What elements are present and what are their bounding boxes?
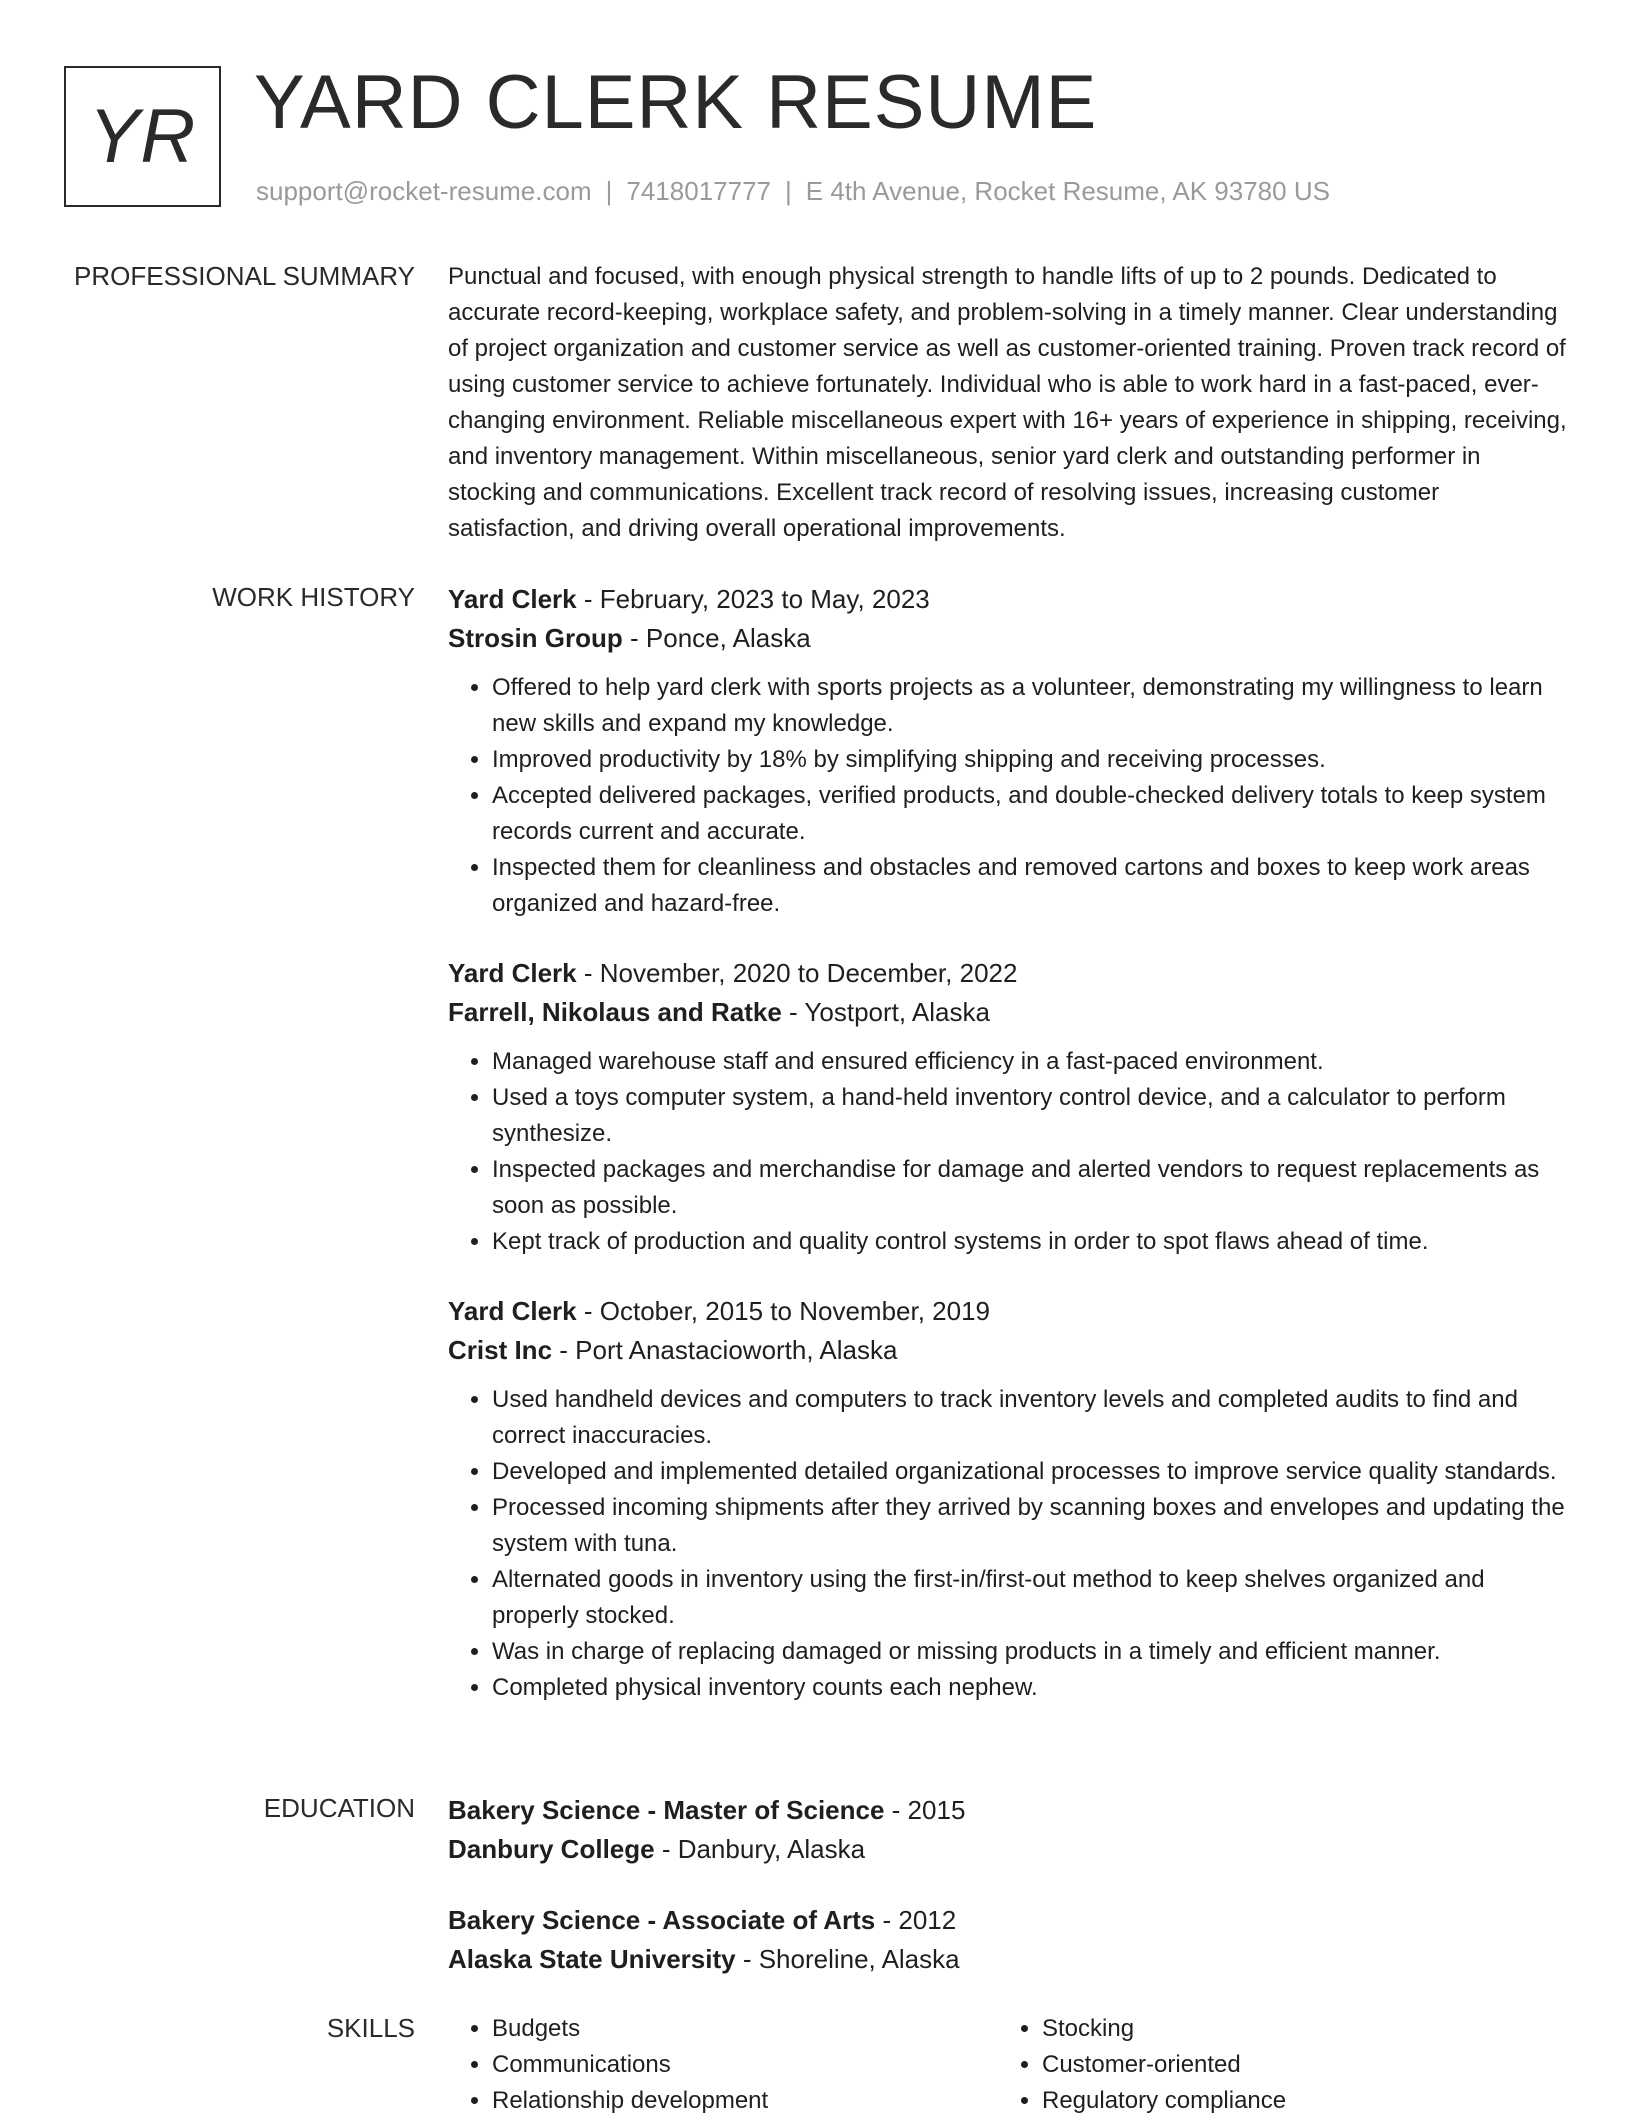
job-bullet: • Used handheld devices and computers to track inventory levels and completed audits to find and correct inaccuracies. <box>492 1382 1568 1454</box>
contact-line <box>256 174 1330 208</box>
job-bullet: • Offered to help yard clerk with sports projects as a volunteer, demonstrating my willingness to learn new skills and expand my knowledge. <box>492 670 1568 742</box>
education-year: - 2012 <box>875 1905 957 1935</box>
skills-list-left <box>448 2011 998 2119</box>
skills-columns <box>448 2011 1568 2119</box>
job-company: Crist Inc <box>448 1335 553 1365</box>
contact-separator: | <box>785 176 792 206</box>
education-school-line <box>448 1940 1568 1979</box>
job-bullets <box>448 1382 1568 1706</box>
summary-text: Punctual and focused, with enough physical strength to handle lifts of up to 2 pounds. Dedicated to accurate record-keeping, workplace safety, and problem-solving in a timely manner. Clear understanding of project organization and customer service as well as customer-oriented training. Proven track record of using customer service to achieve fortunately. Individual who is able to work hard in a fast-paced, ever-changing environment. Reliable miscellaneous expert with 16+ years of experience in shipping, receiving, and inventory management. Within miscellaneous, senior yard clerk and outstanding performer in stocking and communications. Excellent track record of resolving issues, increasing customer satisfaction, and driving overall operational improvements. <box>448 263 1567 542</box>
job-company: Farrell, Nikolaus and Ratke <box>448 997 782 1027</box>
job-bullet: • Alternated goods in inventory using the first-in/first-out method to keep shelves organized and properly stocked. <box>492 1562 1568 1634</box>
monogram-badge <box>64 66 221 207</box>
job-title: Yard Clerk <box>448 1296 577 1326</box>
skills-list-right <box>998 2011 1548 2119</box>
job-bullet: • Managed warehouse staff and ensured efficiency in a fast-paced environment. <box>492 1044 1568 1080</box>
education-degree: Bakery Science - Master of Science <box>448 1795 885 1825</box>
job-bullet: • Developed and implemented detailed organizational processes to improve service quality standards. <box>492 1454 1568 1490</box>
job-bullets <box>448 670 1568 922</box>
education-school-line <box>448 1830 1568 1869</box>
skill-item: • Relationship development <box>492 2083 998 2119</box>
job-title-line <box>448 954 1568 993</box>
job-bullet: • Used a toys computer system, a hand-held inventory control device, and a calculator to perform synthesize. <box>492 1080 1568 1152</box>
summary-heading: PROFESSIONAL SUMMARY <box>74 261 415 291</box>
job-bullet: • Was in charge of replacing damaged or missing products in a timely and efficient manner. <box>492 1634 1568 1670</box>
job-bullet: • Inspected packages and merchandise for damage and alerted vendors to request replacements as soon as possible. <box>492 1152 1568 1224</box>
education-school: Alaska State University <box>448 1944 736 1974</box>
job-bullet: • Kept track of production and quality control systems in order to spot flaws ahead of time. <box>492 1224 1568 1260</box>
job-bullet: • Improved productivity by 18% by simplifying shipping and receiving processes. <box>492 742 1568 778</box>
job-bullet: • Inspected them for cleanliness and obstacles and removed cartons and boxes to keep work areas organized and hazard-free. <box>492 850 1568 922</box>
education-heading: EDUCATION <box>263 1793 415 1823</box>
education-year: - 2015 <box>884 1795 966 1825</box>
education-location: - Shoreline, Alaska <box>735 1944 960 1974</box>
job-company: Strosin Group <box>448 623 623 653</box>
job-entry <box>448 580 1568 922</box>
job-title: Yard Clerk <box>448 958 577 988</box>
skill-item: • Customer-oriented <box>1042 2047 1548 2083</box>
job-title-line <box>448 1292 1568 1331</box>
job-dates: - February, 2023 to May, 2023 <box>576 584 930 614</box>
education-degree: Bakery Science - Associate of Arts <box>448 1905 876 1935</box>
job-dates: - November, 2020 to December, 2022 <box>576 958 1018 988</box>
job-location: - Yostport, Alaska <box>781 997 990 1027</box>
job-title: Yard Clerk <box>448 584 577 614</box>
skill-item: • Budgets <box>492 2011 998 2047</box>
work-history-heading: WORK HISTORY <box>212 582 415 612</box>
monogram-text: YR <box>88 94 197 179</box>
job-bullets <box>448 1044 1568 1260</box>
skill-item: • Communications <box>492 2047 998 2083</box>
education-entry <box>448 1901 1568 1979</box>
education-location: - Danbury, Alaska <box>654 1834 866 1864</box>
skills-heading: SKILLS <box>326 2013 415 2043</box>
job-company-line <box>448 993 1568 1032</box>
resume-title: YARD CLERK RESUME <box>254 60 1098 145</box>
contact-separator: | <box>605 176 613 206</box>
skill-item: • Stocking <box>1042 2011 1548 2047</box>
job-bullet: • Accepted delivered packages, verified products, and double-checked delivery totals to keep system records current and accurate. <box>492 778 1568 850</box>
job-entry <box>448 1292 1568 1706</box>
job-bullet: • Processed incoming shipments after they arrived by scanning boxes and envelopes and updating the system with tuna. <box>492 1490 1568 1562</box>
job-company-line <box>448 619 1568 658</box>
job-bullet: • Completed physical inventory counts each nephew. <box>492 1670 1568 1706</box>
education-degree-line <box>448 1901 1568 1940</box>
job-dates: - October, 2015 to November, 2019 <box>576 1296 990 1326</box>
skill-item: • Regulatory compliance <box>1042 2083 1548 2119</box>
job-location: - Ponce, Alaska <box>622 623 811 653</box>
education-entry <box>448 1791 1568 1869</box>
contact-phone[interactable]: 7418017777 <box>626 176 771 206</box>
job-location: - Port Anastacioworth, Alaska <box>552 1335 898 1365</box>
contact-address: E 4th Avenue, Rocket Resume, AK 93780 US <box>805 176 1330 206</box>
job-title-line <box>448 580 1568 619</box>
job-company-line <box>448 1331 1568 1370</box>
contact-email[interactable]: support@rocket-resume.com <box>256 176 592 206</box>
education-degree-line <box>448 1791 1568 1830</box>
education-school: Danbury College <box>448 1834 655 1864</box>
job-entry <box>448 954 1568 1260</box>
